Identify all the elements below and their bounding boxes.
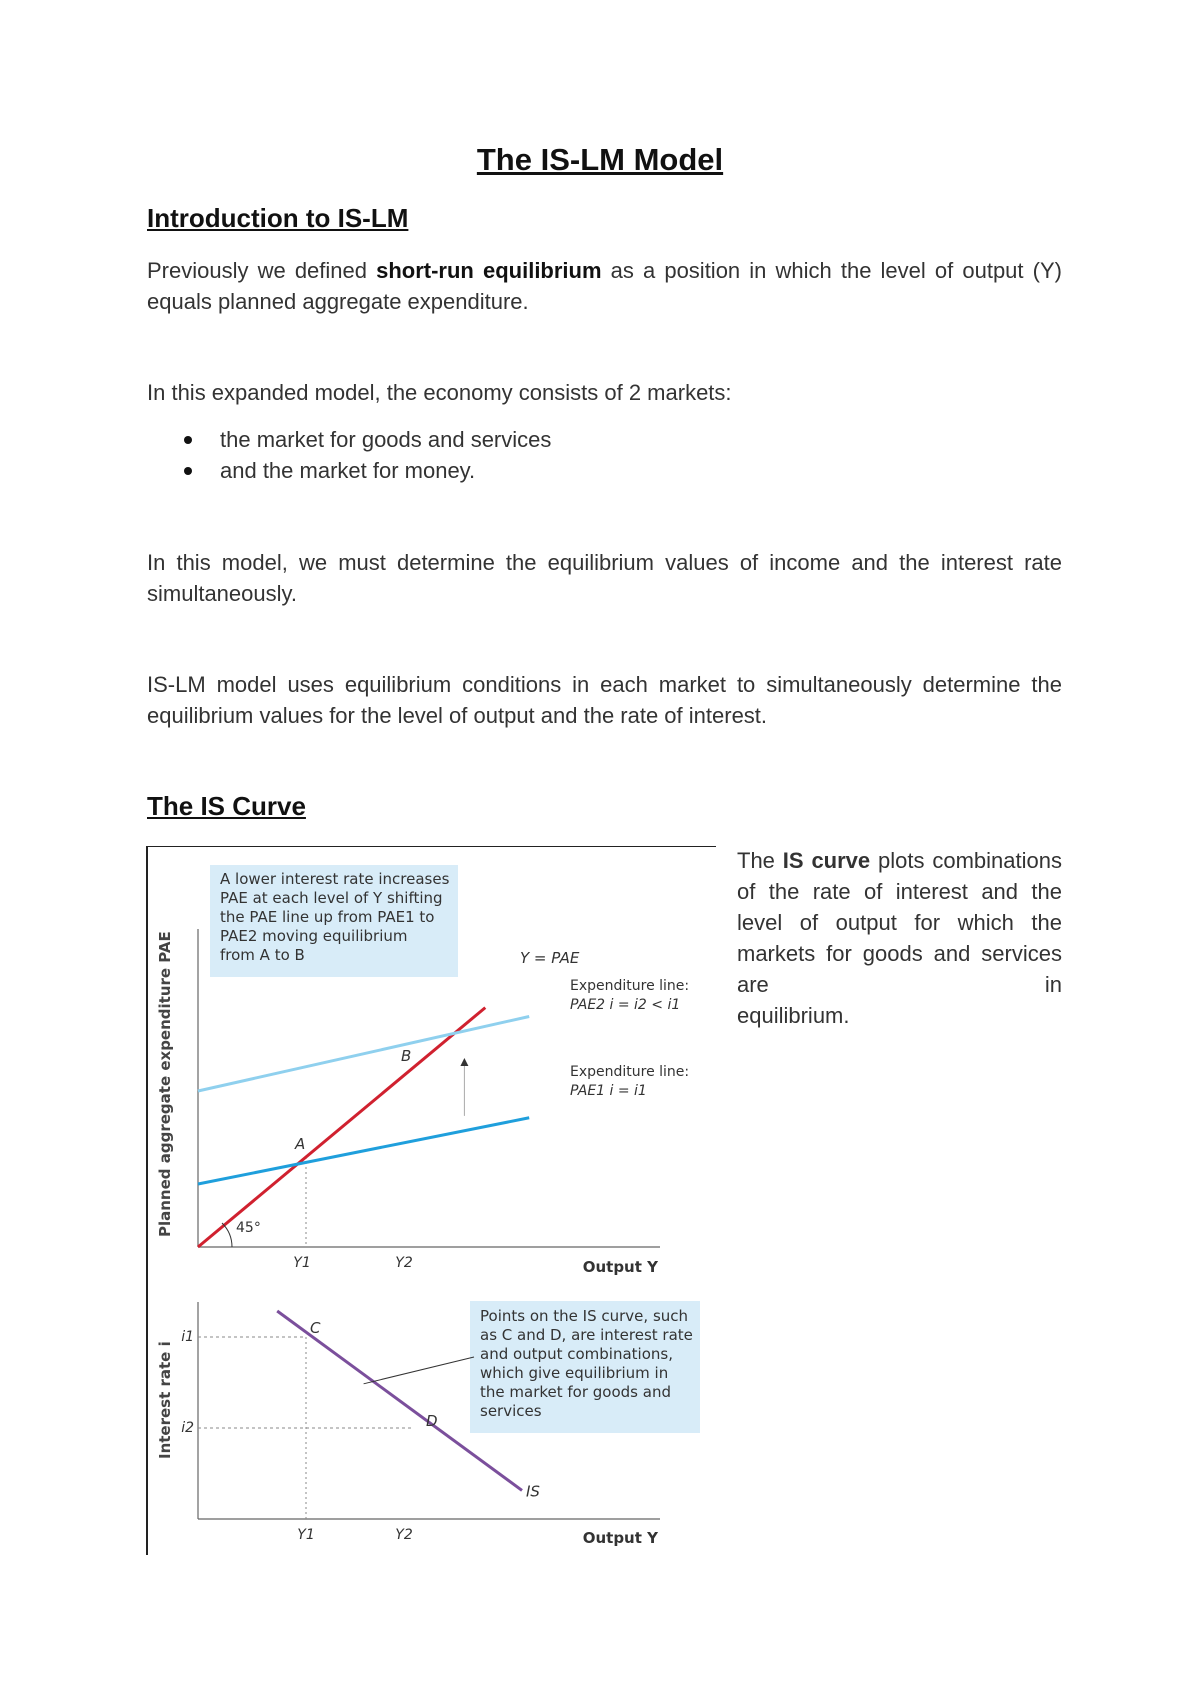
- top-y-axis-label: Planned aggregate expenditure PAE: [156, 931, 174, 1237]
- list-item: and the market for money.: [147, 455, 551, 486]
- label-pae1-line2: PAE1 i = i1: [570, 1083, 647, 1099]
- label-pae2-line1: Expenditure line:: [570, 978, 690, 994]
- callout-top-line: A lower interest rate increases: [220, 870, 450, 888]
- top-x-axis-label: Output Y: [582, 1258, 658, 1276]
- is-curve-figure-svg: [148, 847, 716, 1555]
- callout-top-line: PAE at each level of Y shifting: [220, 889, 443, 907]
- section-heading-is-curve: The IS Curve: [147, 791, 306, 821]
- p1-after: as a position in which the level of output (Y) equals planned aggregate expenditure.: [147, 258, 1062, 314]
- top-x-tick-y1: Y1: [293, 1255, 311, 1271]
- label-is: IS: [526, 1482, 540, 1501]
- callout-top-line: PAE2 moving equilibrium: [220, 927, 408, 945]
- callout-bottom-line: which give equilibrium in: [480, 1364, 669, 1382]
- callout-pointer-line: [364, 1357, 474, 1384]
- markets-list: [147, 424, 551, 486]
- callout-top-line: from A to B: [220, 946, 305, 964]
- point-label-b: B: [401, 1047, 412, 1065]
- bottom-x-tick-y1: Y1: [297, 1527, 315, 1543]
- callout-bottom-line: as C and D, are interest rate: [480, 1326, 693, 1344]
- side-before: The: [737, 848, 775, 873]
- label-y-equals-pae: Y = PAE: [520, 949, 580, 967]
- bottom-y-tick-i2: i2: [181, 1420, 194, 1436]
- callout-bottom-line: services: [480, 1402, 542, 1420]
- paragraph-islm-model: IS-LM model uses equilibrium conditions in each market to simultaneously determine the equilibrium values for the level of output and the rate of interest.: [147, 672, 1062, 728]
- side-bold-term: IS curve: [782, 848, 871, 873]
- paragraph-two-markets: In this expanded model, the economy consists of 2 markets:: [147, 380, 732, 405]
- list-item: the market for goods and services: [147, 424, 551, 455]
- series-line-pae1: [198, 1118, 529, 1184]
- is-curve-description: [737, 845, 1062, 1031]
- callout-bottom-line: the market for goods and: [480, 1383, 671, 1401]
- shift-arrow-head: [460, 1058, 468, 1066]
- bottom-x-tick-y2: Y2: [395, 1527, 413, 1543]
- p1-bold-term: short-run equilibrium: [376, 258, 602, 283]
- bottom-x-axis-label: Output Y: [582, 1529, 658, 1547]
- callout-bottom-line: and output combinations,: [480, 1345, 673, 1363]
- label-pae1-line1: Expenditure line:: [570, 1064, 690, 1080]
- side-after: plots combinations of the rate of interest and the level of output for which the markets for goods and services are in: [737, 848, 1062, 997]
- point-label-c: C: [310, 1319, 321, 1337]
- bottom-y-axis-label: Interest rate i: [156, 1341, 174, 1459]
- is-curve-figure: [146, 846, 716, 1555]
- section-heading-intro: Introduction to IS-LM: [147, 203, 409, 233]
- page-title: The IS-LM Model: [476, 142, 724, 177]
- series-line-y-equals-pae: [198, 1008, 485, 1247]
- point-label-a: A: [295, 1135, 306, 1153]
- p1-before: Previously we defined: [147, 258, 367, 283]
- point-label-d: D: [426, 1412, 438, 1430]
- callout-top-line: the PAE line up from PAE1 to: [220, 908, 435, 926]
- callout-bottom-line: Points on the IS curve, such: [480, 1307, 689, 1325]
- angle-label: 45°: [236, 1220, 261, 1236]
- top-x-tick-y2: Y2: [395, 1255, 413, 1271]
- bottom-y-tick-i1: i1: [181, 1329, 194, 1345]
- series-line-pae2: [198, 1016, 529, 1091]
- paragraph-short-run: [147, 255, 1062, 317]
- paragraph-simultaneous: In this model, we must determine the equilibrium values of income and the interest rate simultaneously.: [147, 550, 1062, 606]
- label-pae2-line2: PAE2 i = i2 < i1: [570, 997, 681, 1013]
- side-last: equilibrium.: [737, 1003, 850, 1028]
